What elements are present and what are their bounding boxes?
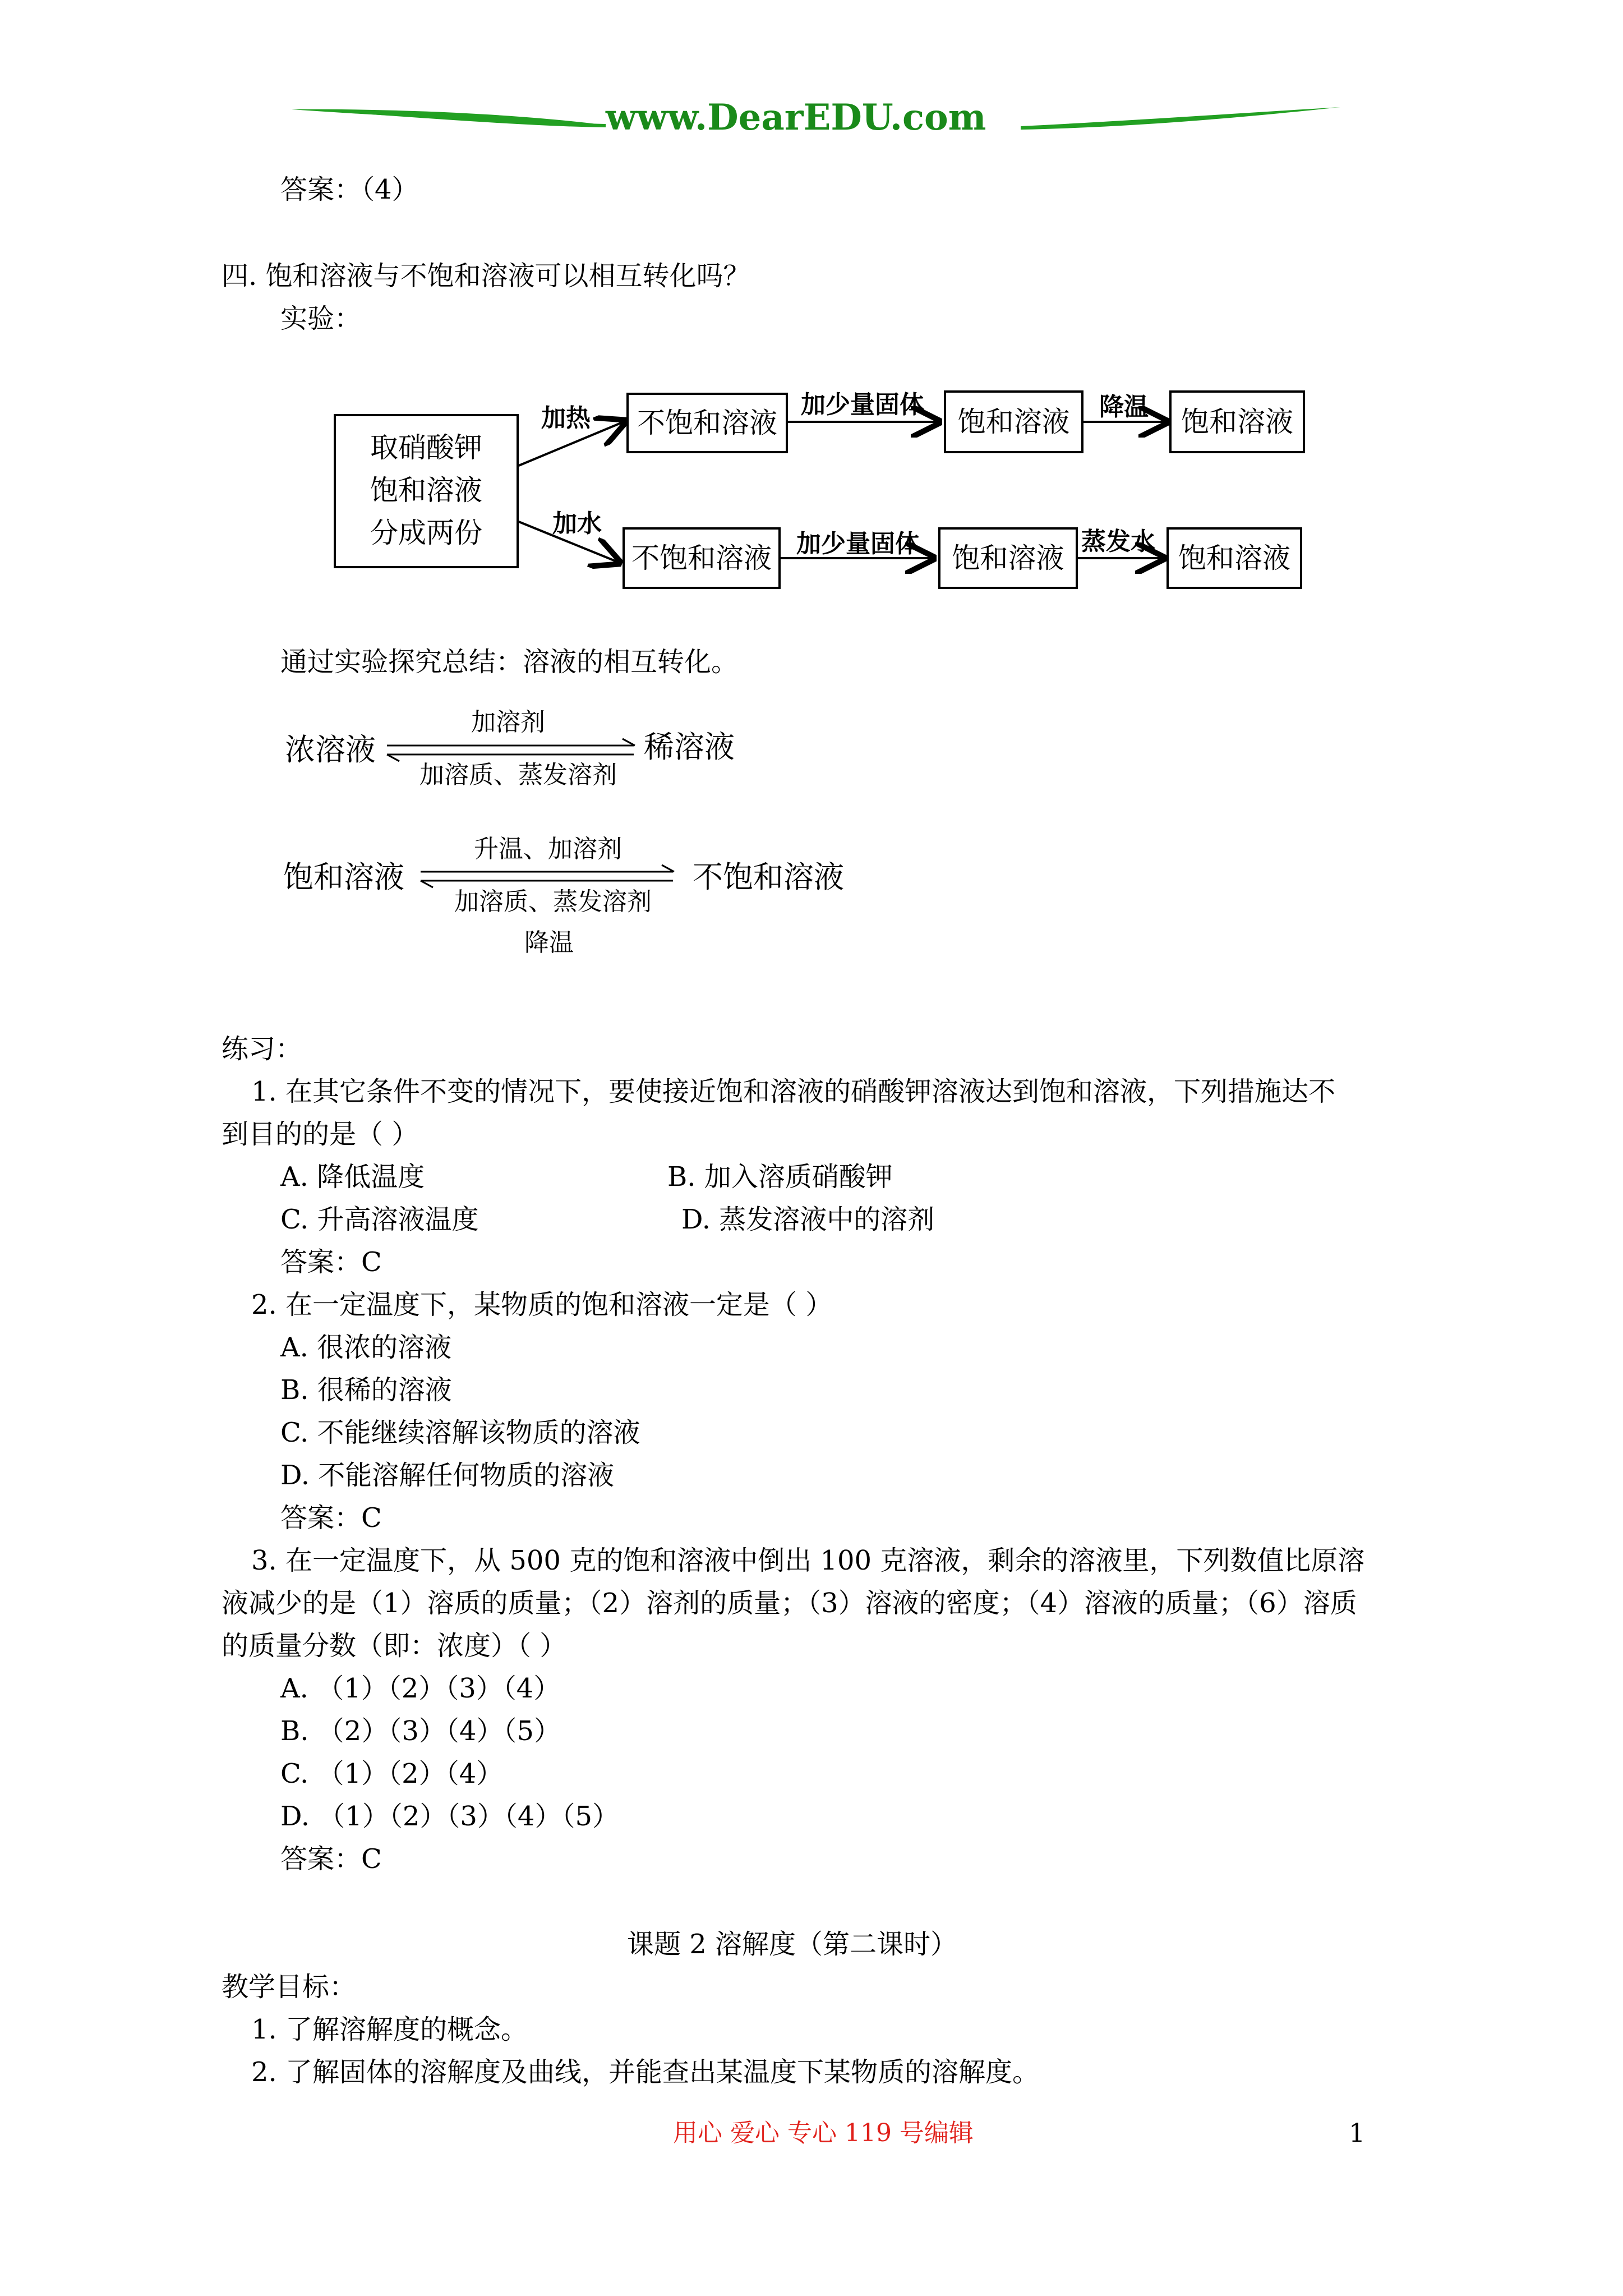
start-line-1: 取硝酸钾 — [370, 431, 482, 464]
eq1-backward-label: 加溶质、蒸发溶剂 — [419, 761, 617, 789]
q1-line1: 1. 在其它条件不变的情况下，要使接近饱和溶液的硝酸钾溶液达到饱和溶液，下列措施达不 — [251, 1076, 1336, 1107]
footer-editor-note: 用心 爱心 专心 119 号编辑 — [673, 2119, 974, 2147]
top-box2: 饱和溶液 — [944, 390, 1083, 453]
eq2-left: 饱和溶液 — [283, 859, 404, 895]
page-number: 1 — [1349, 2118, 1366, 2148]
bottom-step1-label: 加水 — [552, 509, 602, 538]
q1-option-a: A. 降低温度 — [280, 1161, 425, 1193]
start-line-3: 分成两份 — [370, 517, 482, 549]
eq1-forward-label: 加溶剂 — [471, 708, 545, 737]
experiment-label: 实验： — [280, 303, 362, 334]
q3-answer: 答案：C — [280, 1843, 382, 1875]
q1-line2: 到目的的是（ ） — [222, 1119, 419, 1150]
goal-2: 2. 了解固体的溶解度及曲线，并能查出某温度下某物质的溶解度。 — [251, 2056, 1040, 2088]
goal-1: 1. 了解溶解度的概念。 — [251, 2014, 528, 2045]
diagram-arrows — [0, 0, 1623, 617]
bottom-box3: 饱和溶液 — [1166, 527, 1302, 589]
q1-option-c: C. 升高溶液温度 — [280, 1204, 479, 1235]
q2-option-a: A. 很浓的溶液 — [280, 1332, 452, 1363]
bottom-box1: 不饱和溶液 — [623, 527, 781, 589]
q3-line2: 液减少的是（1）溶质的质量；（2）溶剂的质量；（3）溶液的密度；（4）溶液的质量；（6）溶质 — [222, 1588, 1357, 1619]
summary-text: 通过实验探究总结：溶液的相互转化。 — [280, 646, 739, 678]
q3-option-b: B. （2）（3）（4）（5） — [280, 1715, 561, 1747]
practice-title: 练习： — [222, 1033, 303, 1065]
q1-answer: 答案：C — [280, 1246, 382, 1278]
q3-line1: 3. 在一定温度下，从 500 克的饱和溶液中倒出 100 克溶液，剩余的溶液里，下列数值比原溶 — [251, 1545, 1365, 1576]
eq2-right: 不饱和溶液 — [693, 859, 844, 895]
q2-answer: 答案：C — [280, 1502, 382, 1534]
q3-line3: 的质量分数（即：浓度）（ ） — [222, 1630, 567, 1662]
q2-option-d: D. 不能溶解任何物质的溶液 — [280, 1460, 615, 1491]
header-site-name: www.DearEDU.com — [606, 96, 986, 139]
q1-option-d: D. 蒸发溶液中的溶剂 — [681, 1204, 935, 1235]
goals-title: 教学目标： — [222, 1971, 357, 2003]
eq1-left: 浓溶液 — [285, 732, 376, 767]
q2-option-b: B. 很稀的溶液 — [280, 1374, 452, 1406]
eq2-forward-label: 升温、加溶剂 — [474, 835, 622, 863]
bottom-step3-label: 蒸发水 — [1081, 527, 1155, 556]
q2-line1: 2. 在一定温度下，某物质的饱和溶液一定是（ ） — [251, 1289, 833, 1320]
bottom-box2: 饱和溶液 — [938, 527, 1078, 589]
section4-title: 四. 饱和溶液与不饱和溶液可以相互转化吗？ — [222, 260, 750, 292]
top-box3: 饱和溶液 — [1169, 390, 1305, 453]
start-line-2: 饱和溶液 — [370, 474, 482, 507]
answer-top: 答案：（4） — [280, 174, 419, 205]
q1-option-b: B. 加入溶质硝酸钾 — [667, 1161, 893, 1193]
top-step3-label: 降温 — [1099, 393, 1149, 421]
q3-option-a: A. （1）（2）（3）（4） — [280, 1673, 561, 1704]
top-box1: 不饱和溶液 — [626, 393, 788, 453]
q2-option-c: C. 不能继续溶解该物质的溶液 — [280, 1417, 640, 1448]
eq2-backward-label-2: 降温 — [524, 928, 574, 957]
top-step1-label: 加热 — [541, 404, 591, 432]
q3-option-c: C. （1）（2）（4） — [280, 1758, 504, 1789]
lesson2-title: 课题 2 溶解度（第二课时） — [627, 1929, 958, 1960]
q3-option-d: D. （1）（2）（3）（4）（5） — [280, 1801, 619, 1832]
top-step2-label: 加少量固体 — [801, 390, 924, 419]
eq2-backward-label-1: 加溶质、蒸发溶剂 — [454, 887, 652, 916]
eq1-right: 稀溶液 — [644, 729, 735, 765]
bottom-step2-label: 加少量固体 — [796, 530, 920, 558]
